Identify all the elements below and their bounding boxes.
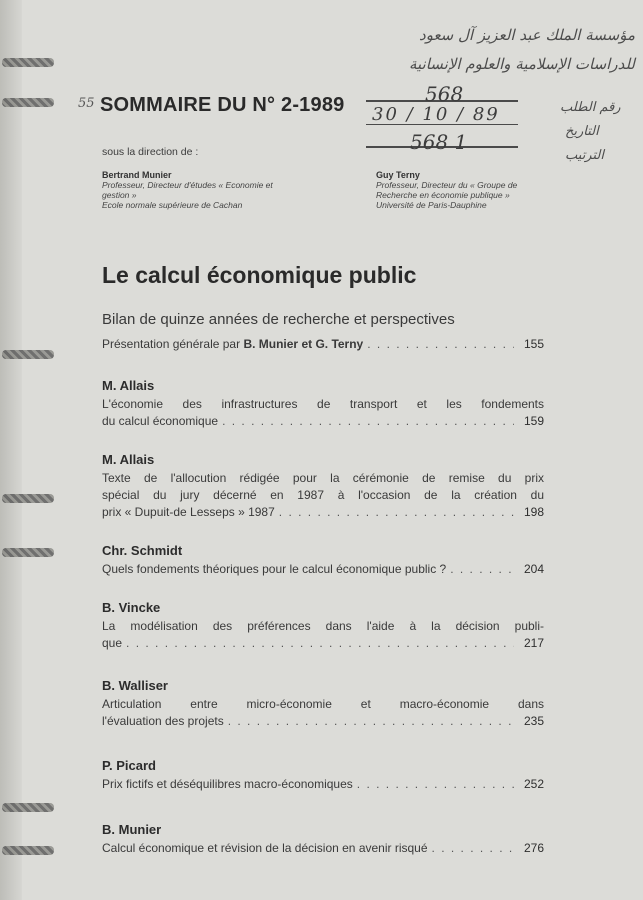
stamp-bottom-number: 568 1 bbox=[410, 130, 468, 154]
entry-text-line: Quels fondements théoriques pour le calcul économique public ? bbox=[102, 562, 447, 576]
director-name: Bertrand Munier bbox=[102, 170, 172, 180]
binding-edge bbox=[0, 0, 22, 900]
entry-text-line: prix « Dupuit-de Lesseps » 1987 bbox=[102, 505, 275, 519]
entry-text-line: que bbox=[102, 636, 123, 650]
entry-text-line: spécial du jury décerné en 1987 à l'occasion de la création du bbox=[102, 488, 544, 502]
stamp-arabic-line2: للدراسات الإسلامية والعلوم الإنسانية bbox=[408, 55, 635, 73]
entry-text-line: Texte de l'allocution rédigée pour la cérémonie de remise du prix bbox=[102, 471, 544, 485]
binding-stitch bbox=[2, 350, 54, 359]
entry-text-line: du calcul économique bbox=[102, 414, 219, 428]
entry-text-line: L'économie des infrastructures de transport et les fondements bbox=[102, 397, 544, 411]
presentation-entry bbox=[102, 336, 544, 353]
stamp-top-number: 568 bbox=[425, 82, 464, 106]
director-role: Ecole normale supérieure de Cachan bbox=[102, 200, 243, 210]
director-role: gestion » bbox=[102, 190, 137, 200]
entry-text-line: l'évaluation des projets bbox=[102, 714, 224, 728]
toc-entry bbox=[102, 678, 544, 730]
entry-author: B. Walliser bbox=[102, 678, 168, 693]
page-title: SOMMAIRE DU N° 2-1989 bbox=[100, 94, 345, 116]
page-number: 217 bbox=[523, 636, 544, 650]
stamp-arabic-line1: مؤسسة الملك عبد العزيز آل سعود bbox=[419, 26, 635, 44]
direction-label: sous la direction de : bbox=[102, 146, 199, 158]
entry-text-line: Articulation entre micro-économie et macro-économie dans bbox=[102, 697, 544, 711]
entry-text-line: Prix fictifs et déséquilibres macro-économiques bbox=[102, 777, 353, 791]
director-name: Guy Terny bbox=[376, 170, 420, 180]
director-role: Professeur, Directeur du « Groupe de bbox=[376, 180, 518, 190]
page-number: 276 bbox=[523, 841, 544, 855]
leader-dots bbox=[218, 413, 514, 430]
page-number: 204 bbox=[523, 562, 544, 576]
binding-stitch bbox=[2, 846, 54, 855]
toc-entry bbox=[102, 452, 544, 521]
leader-dots bbox=[224, 713, 514, 730]
page-number: 155 bbox=[523, 337, 544, 351]
toc-entry bbox=[102, 600, 544, 652]
entry-author: M. Allais bbox=[102, 378, 155, 393]
stamp-side-label2: التاريخ bbox=[565, 124, 599, 139]
stamp-date: 30 / 10 / 89 bbox=[372, 104, 500, 125]
page-number: 235 bbox=[523, 714, 544, 728]
toc-entry bbox=[102, 378, 544, 430]
page-number: 159 bbox=[523, 414, 544, 428]
leader-dots bbox=[275, 504, 514, 521]
page-number: 198 bbox=[523, 505, 544, 519]
handwritten-number: 55 bbox=[78, 96, 95, 111]
director-block bbox=[376, 170, 576, 210]
entry-author: B. Vincke bbox=[102, 600, 161, 615]
main-subtitle: Bilan de quinze années de recherche et perspectives bbox=[102, 311, 455, 328]
entry-text-line: Calcul économique et révision de la décision en avenir risqué bbox=[102, 841, 428, 855]
toc-entry bbox=[102, 543, 544, 578]
stamp-side-label3: الترتيب bbox=[565, 148, 604, 163]
entry-author: M. Allais bbox=[102, 452, 155, 467]
leader-dots bbox=[428, 840, 514, 857]
leader-dots bbox=[122, 635, 514, 652]
toc-entry bbox=[102, 758, 544, 793]
entry-text-line: La modélisation des préférences dans l'aide à la décision publi- bbox=[102, 619, 544, 633]
leader-dots bbox=[353, 776, 514, 793]
stamp-side-label1: رقم الطلب bbox=[560, 100, 621, 115]
leader-dots bbox=[363, 336, 514, 353]
binding-stitch bbox=[2, 98, 54, 107]
director-role: Recherche en économie publique » bbox=[376, 190, 510, 200]
presentation-authors: B. Munier et G. Terny bbox=[243, 337, 364, 351]
director-role: Professeur, Directeur d'études « Economie et bbox=[102, 180, 273, 190]
entry-author: Chr. Schmidt bbox=[102, 543, 183, 558]
binding-stitch bbox=[2, 494, 54, 503]
binding-stitch bbox=[2, 548, 54, 557]
entry-author: B. Munier bbox=[102, 822, 162, 837]
presentation-prefix: Présentation générale par bbox=[102, 337, 244, 351]
main-heading: Le calcul économique public bbox=[102, 262, 417, 288]
director-block bbox=[102, 170, 332, 210]
director-role: Université de Paris-Dauphine bbox=[376, 200, 487, 210]
binding-stitch bbox=[2, 58, 54, 67]
binding-stitch bbox=[2, 803, 54, 812]
page-number: 252 bbox=[523, 777, 544, 791]
leader-dots bbox=[446, 561, 514, 578]
toc-entry bbox=[102, 822, 544, 857]
entry-author: P. Picard bbox=[102, 758, 156, 773]
